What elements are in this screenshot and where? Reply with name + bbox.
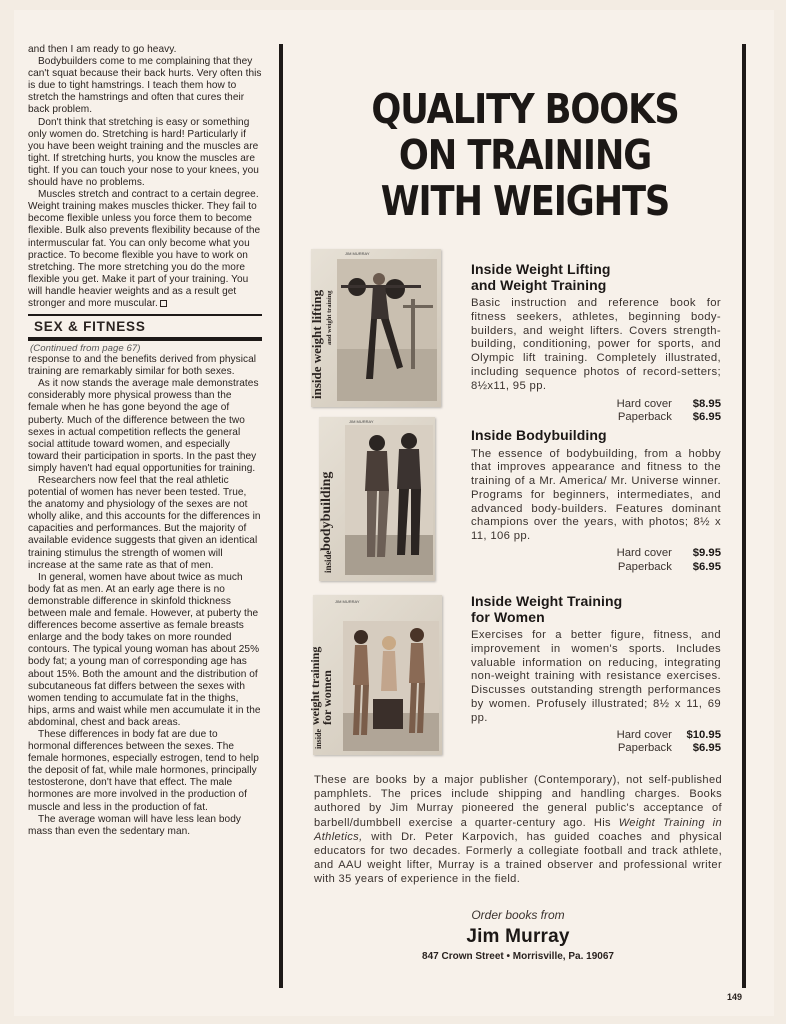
cover-spine-small: inside — [323, 550, 333, 573]
section-rule-bottom — [28, 337, 262, 341]
book-description: Basic instruction and reference book for fitness seekers, athletes, beginning body-builders, and weight lifters. Covers strength-building, conditioning, power for sports, and Olympic lift training. Completely illustrated, including sequence photos of record-setters; 8½x11, 95 pp. — [471, 297, 721, 392]
price-value: $10.95 — [686, 728, 721, 741]
book-title — [471, 428, 721, 444]
price-value: $6.95 — [692, 411, 721, 424]
price-row — [471, 398, 721, 412]
book-title-line: and Weight Training — [471, 276, 607, 293]
article-paragraph: These differences in body fat are due to hormonal differences between the sexes. The female hormones, especially estrogen, tend to help the deposit of fat, while male hormones, principally testosterone, don't have that effect. The male hormones are more involved in the production of muscle and less in the production of fat. — [28, 728, 259, 813]
price-value: $9.95 — [692, 547, 721, 560]
headline-line: QUALITY BOOKS — [371, 85, 679, 133]
cover-spine-title — [319, 472, 335, 551]
book-cover-bodybuilding — [319, 417, 435, 581]
cover-author: JIM MURRAY — [345, 251, 370, 256]
ad-border-right — [742, 44, 746, 988]
price-label: Hard cover — [616, 547, 672, 560]
book-listing — [471, 428, 721, 574]
cover-author: JIM MURRAY — [335, 599, 360, 604]
book-prices — [471, 547, 721, 574]
blurb-text: with Dr. Peter Karpovich, has guided coaches and physical educators for two decades. Formerly a collegiate football and track athlete, and AAU weight lifter, Murray is a trained observer and professional writer with 35 years of experience in the field. — [314, 830, 722, 886]
book-title-line: Inside Weight Lifting — [471, 261, 611, 277]
end-mark-icon — [160, 300, 167, 307]
book-prices — [471, 398, 721, 425]
blurb-book-title: Weight Training in Athletics, — [314, 816, 723, 843]
price-row — [471, 742, 721, 756]
article-paragraph: Don't think that stretching is easy or something only women do. Stretching is hard! Particularly if you have been weight training and the muscles are tight. If stretching hurts, you know the muscles are tight. If you can touch your nose to your knees, you should have no problems. — [28, 116, 259, 189]
book-cover-weight-training-women — [308, 595, 442, 755]
headline-line: ON TRAINING — [398, 131, 652, 179]
price-label: Hard cover — [616, 397, 672, 410]
cover-spine-main-line2: for women — [320, 670, 334, 725]
book-title-line: Inside Bodybuilding — [471, 427, 607, 443]
price-row — [471, 411, 721, 425]
cover-spine-main: weight training — [308, 646, 322, 725]
book-title — [471, 262, 721, 293]
ad-border-left — [279, 44, 283, 988]
book-description: The essence of bodybuilding, from a hobby that improves appearance and fitness to the training of a Mr. America/ Mr. Universe winner. Programs for beginners, intermediates, and advanced body-builders. Features dominant champions over the years, with photos; 8½ x 11, 106 pp. — [471, 447, 721, 543]
article-paragraph: response to and the benefits derived from physical training are remarkably similar for both sexes. — [28, 354, 257, 378]
cover-spine-subtitle — [326, 290, 333, 345]
article-paragraph: The average woman will have less lean body mass than even the sedentary man. — [28, 813, 241, 837]
article-top-text — [28, 44, 262, 310]
book-listing — [471, 262, 721, 425]
author-name: Jim Murray — [466, 926, 570, 947]
article-paragraph: As it now stands the average male demonstrates considerably more physical prowess than the female when he has gone beyond the age of puberty. Much of the difference between the two sexes in actual competition reflects the general social attitude toward women, and especially toward their participation in sports. In the past they simply haven't had equal opportunities for training. — [28, 378, 259, 474]
price-label: Paperback — [617, 560, 672, 573]
book-listing — [471, 594, 721, 756]
article-paragraph-text: Muscles stretch and contract to a certain degree. Weight training makes muscles thicker. They fail to become flexible unless you force them to become flexible. Bulk also prevents flexibility because of the intermuscular fat. You can only become what you practice. To become flexible you have to work on stretching. The more stretching you do the more flexible you get. Make it part of your training. You will handle heavier weights and as a result get stronger and more muscular. — [28, 189, 261, 309]
price-value: $6.95 — [692, 742, 721, 755]
article-paragraph — [28, 189, 262, 310]
cover-spine-main: inside weight lifting — [309, 289, 324, 399]
blurb-text: These are books by a major publisher (Contemporary), not self-published pamphlets. The prices include shipping and handling charges. Books authored by Jim Murray pioneered the general public's acceptance of barbell/dumbbell exercise a quarter-century ago. His — [314, 774, 722, 829]
cover-spine-title-line2 — [320, 670, 335, 725]
cover-author: JIM MURRAY — [349, 419, 374, 424]
price-value: $8.95 — [692, 397, 721, 410]
continued-note: (Continued from page 67) — [30, 343, 141, 355]
page-number: 149 — [727, 992, 743, 1002]
price-row — [471, 561, 721, 575]
book-cover-weight-lifting — [311, 249, 441, 407]
ad-headline — [332, 86, 719, 224]
article-paragraph: Bodybuilders come to me complaining that they can't squat because their back hurts. Very often this is due to tight hamstrings. I teach them how to stretch the hamstrings and often that cures their back problem. — [28, 56, 262, 116]
price-label: Paperback — [617, 742, 672, 755]
book-prices — [471, 729, 721, 756]
price-label: Hard cover — [616, 728, 672, 741]
headline-line: WITH WEIGHTS — [380, 177, 670, 225]
price-row — [471, 547, 721, 561]
order-address: 847 Crown Street • Morrisville, Pa. 19067 — [422, 951, 614, 962]
cover-spine-subtitle — [314, 729, 323, 749]
order-label: Order books from — [471, 908, 565, 922]
book-title — [471, 594, 721, 625]
cover-spine-title — [309, 290, 325, 399]
price-label: Paperback — [617, 411, 672, 424]
article-paragraph: and then I am ready to go heavy. — [28, 44, 177, 55]
cover-spine-subtitle — [323, 550, 333, 573]
book-title-line: Inside Weight Training — [471, 593, 623, 609]
section-heading: SEX & FITNESS — [34, 319, 146, 335]
price-value: $6.95 — [692, 560, 721, 573]
book-title-line: for Women — [471, 608, 545, 625]
article-paragraph: Researchers now feel that the real athletic potential of women has never been tested. True, the anatomy and physiology of the sexes are not wholly alike, and this accounts for the differences in capacities and performances. But the majority of available evidence suggests that given an identical training stimulus the strength of women will increase at the same rate as that of men. — [28, 475, 261, 571]
cover-photo-bodybuilders — [319, 417, 435, 581]
cover-spine-small: and weight training — [326, 290, 333, 345]
article-bottom-text — [28, 354, 262, 838]
article-column — [28, 44, 262, 838]
ad-blurb — [314, 773, 722, 887]
section-rule-top — [28, 314, 262, 316]
article-paragraph: In general, women have about twice as much body fat as men. At an early age there is no demonstrable difference in skinfold thickness between male and female. However, at puberty the differences become assertive as female breasts enlarge and the body takes on more rounded contours. The typical young woman has about 25% body fat; a young man of corresponding age has about 15%. Both the amount and the distribution of subcutaneous fat differs between the sexes with women tending to accumulate fat in the thighs, hips, arms and waist while men accumulate it in the abdominal, chest and back areas. — [28, 571, 261, 728]
cover-spine-main: bodybuilding — [319, 471, 334, 551]
book-description: Exercises for a better figure, fitness, and improvement in women's sports. Includes valuable information on reducing, integrating non-weight training with resistance exercises. Discusses outstanding strength performances by women. Profusely illustrated; 8½ x 11, 69 pp. — [471, 629, 721, 724]
cover-spine-small: inside — [314, 728, 323, 749]
price-row — [471, 729, 721, 743]
